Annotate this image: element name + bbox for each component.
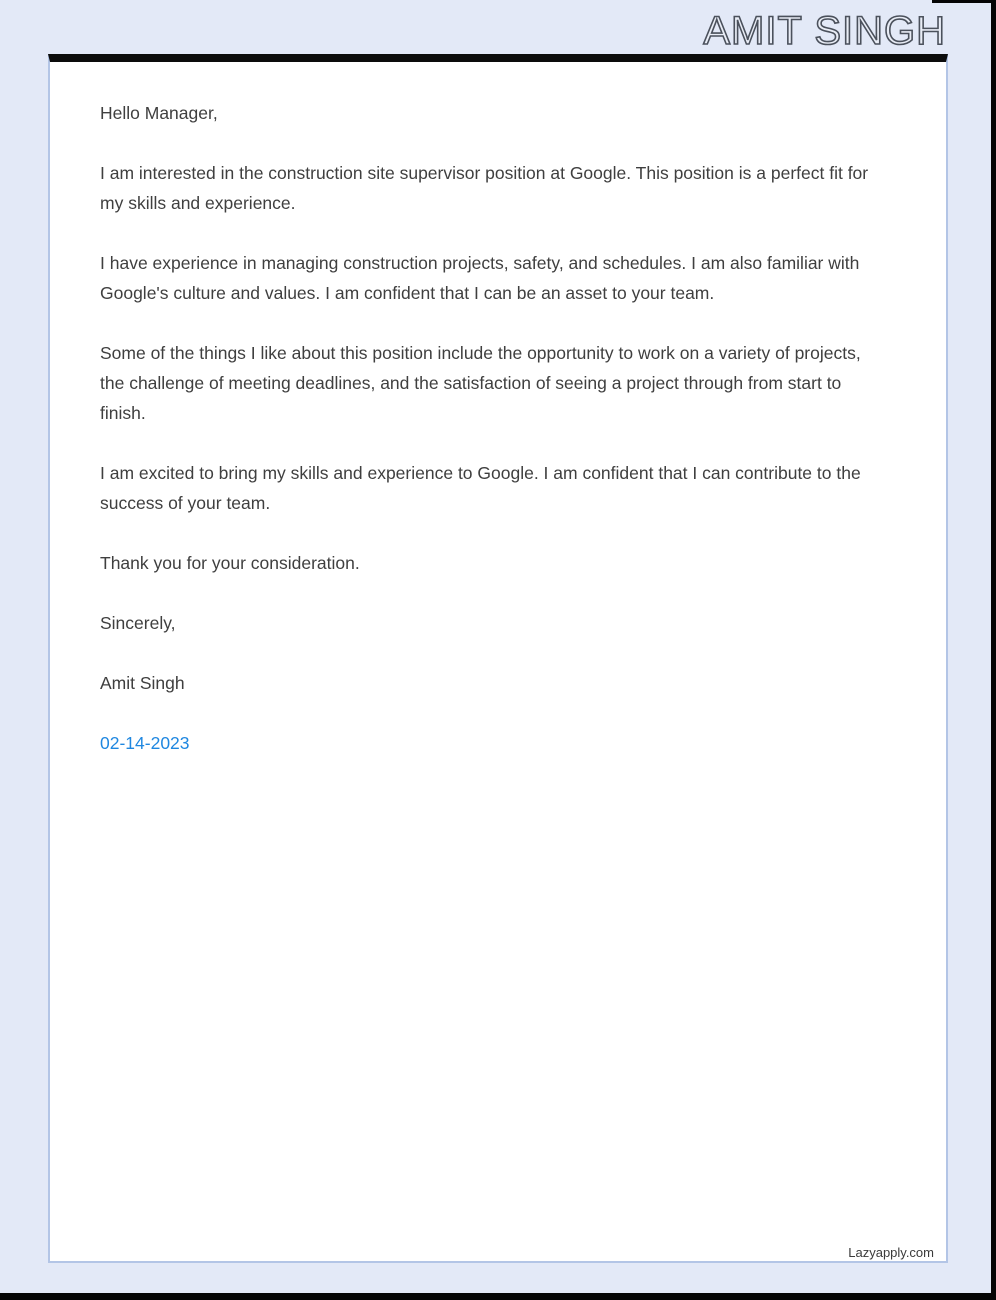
letter-date: 02-14-2023 [100,733,190,753]
letter-paragraph: I have experience in managing construction projects, safety, and schedules. I am also familiar with Google's culture and values. I am confident that I can be an asset to your team. [100,253,860,303]
letter-page [48,54,948,1263]
letter-paragraph: Thank you for your consideration. [100,553,360,573]
page-title: AMIT SINGH [703,9,946,53]
letter-body [50,62,946,758]
brand-watermark: Lazyapply.com [848,1245,934,1260]
letter-paragraph: Some of the things I like about this position include the opportunity to work on a variety of projects, the challenge of meeting deadlines, and the satisfaction of seeing a project through from start to finish. [100,343,861,423]
screenshot-right-edge [991,0,996,1300]
letter-paragraph: I am interested in the construction site supervisor position at Google. This position is a perfect fit for my skills and experience. [100,163,869,213]
letter-signature: Amit Singh [100,673,185,693]
letter-paragraph: I am excited to bring my skills and experience to Google. I am confident that I can contribute to the success of your team. [100,463,861,513]
letter-closing: Sincerely, [100,613,176,633]
screenshot-bottom-edge [0,1293,996,1300]
screenshot-top-right-edge [932,0,996,3]
letter-greeting: Hello Manager, [100,103,218,123]
